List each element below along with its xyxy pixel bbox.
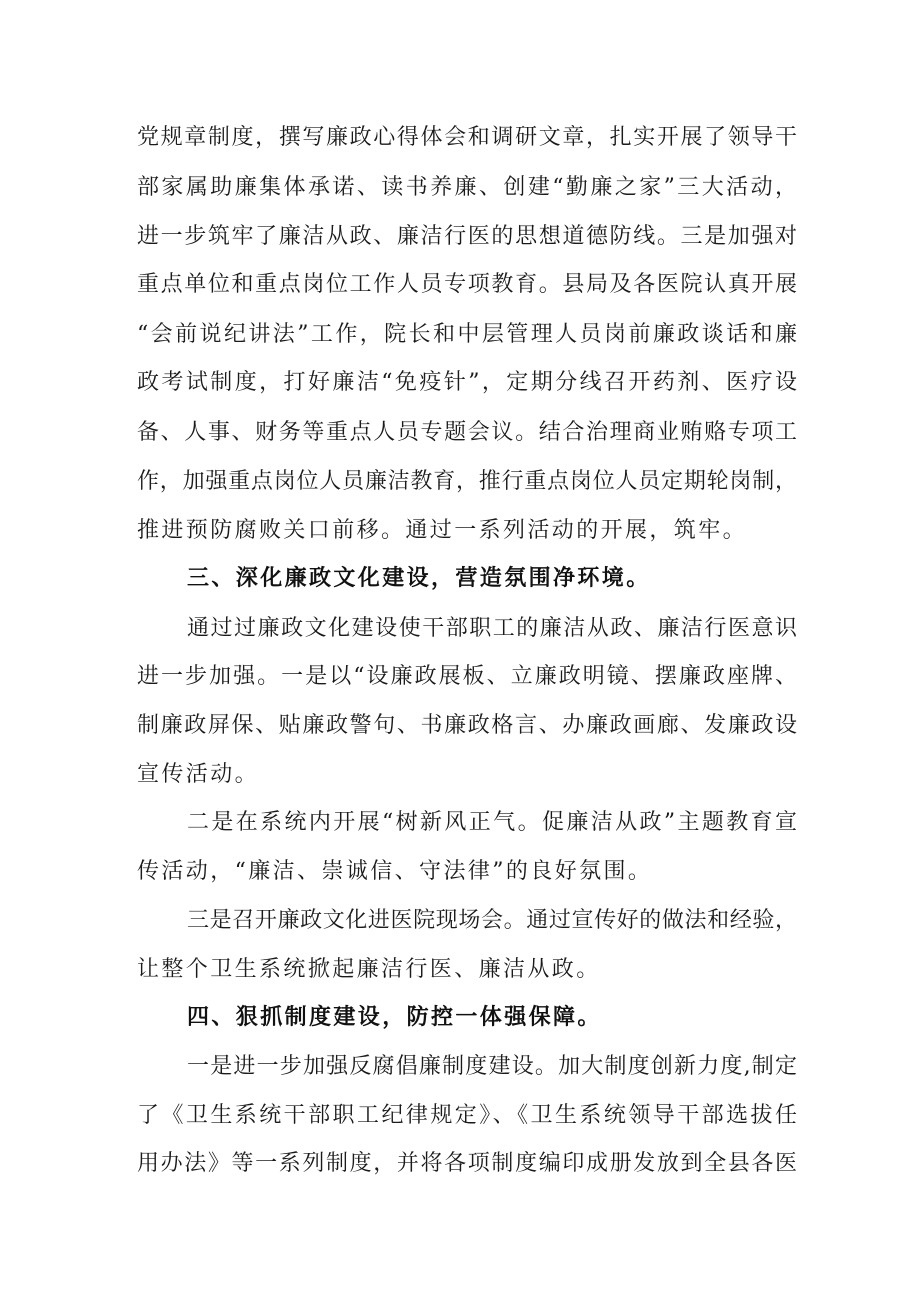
body-text-line: 了《卫生系统干部职工纪律规定》、《卫生系统领导干部选拔任 — [137, 1103, 797, 1128]
body-text-line: 进一步筑牢了廉洁从政、廉洁行医的思想道德防线。三是加强对 — [137, 224, 797, 249]
body-text-line: 作，加强重点岗位人员廉洁教育，推行重点岗位人员定期轮岗制， — [137, 469, 797, 494]
body-text-line: 部家属助廉集体承诺、读书养廉、创建“勤廉之家”三大活动， — [137, 175, 797, 200]
body-text-line: 通过过廉政文化建设使干部职工的廉洁从政、廉洁行医意识 — [187, 616, 797, 641]
body-text-line: 党规章制度，撰写廉政心得体会和调研文章，扎实开展了领导干 — [137, 125, 797, 150]
body-text-line: 二是在系统内开展“树新风正气。促廉洁从政”主题教育宣 — [187, 810, 797, 835]
body-text-line: 一是进一步加强反腐倡廉制度建设。加大制度创新力度,制定 — [187, 1054, 797, 1079]
body-text-line: 用办法》等一系列制度，并将各项制度编印成册发放到全县各医 — [137, 1151, 797, 1176]
section-heading-4: 四、狠抓制度建设，防控一体强保障。 — [187, 1005, 602, 1030]
section-heading-3: 三、深化廉政文化建设，营造氛围净环境。 — [187, 566, 651, 591]
body-text-line: 进一步加强。一是以“设廉政展板、立廉政明镜、摆廉政座牌、 — [137, 664, 797, 689]
body-text-line: 宣传活动。 — [137, 762, 260, 787]
body-text-line: 重点单位和重点岗位工作人员专项教育。县局及各医院认真开展 — [137, 272, 797, 297]
body-text-line: 制廉政屏保、贴廉政警句、书廉政格言、办廉政画廊、发廉政设 — [137, 713, 797, 738]
body-text-line: 让整个卫生系统掀起廉洁行医、廉洁从政。 — [137, 957, 601, 982]
body-text-line: 传活动，“廉洁、崇诚信、守法律”的良好氛围。 — [137, 859, 653, 884]
body-text-line: 备、人事、财务等重点人员专题会议。结合治理商业贿赂专项工 — [137, 420, 797, 445]
body-text-line: 政考试制度，打好廉洁“免疫针”，定期分线召开药剂、医疗设 — [137, 370, 797, 395]
body-text-line: 推进预防腐败关口前移。通过一系列活动的开展，筑牢。 — [137, 518, 748, 543]
body-text-line: “会前说纪讲法”工作，院长和中层管理人员岗前廉政谈话和廉 — [137, 322, 797, 347]
body-text-line: 三是召开廉政文化进医院现场会。通过宣传好的做法和经验， — [187, 908, 797, 933]
